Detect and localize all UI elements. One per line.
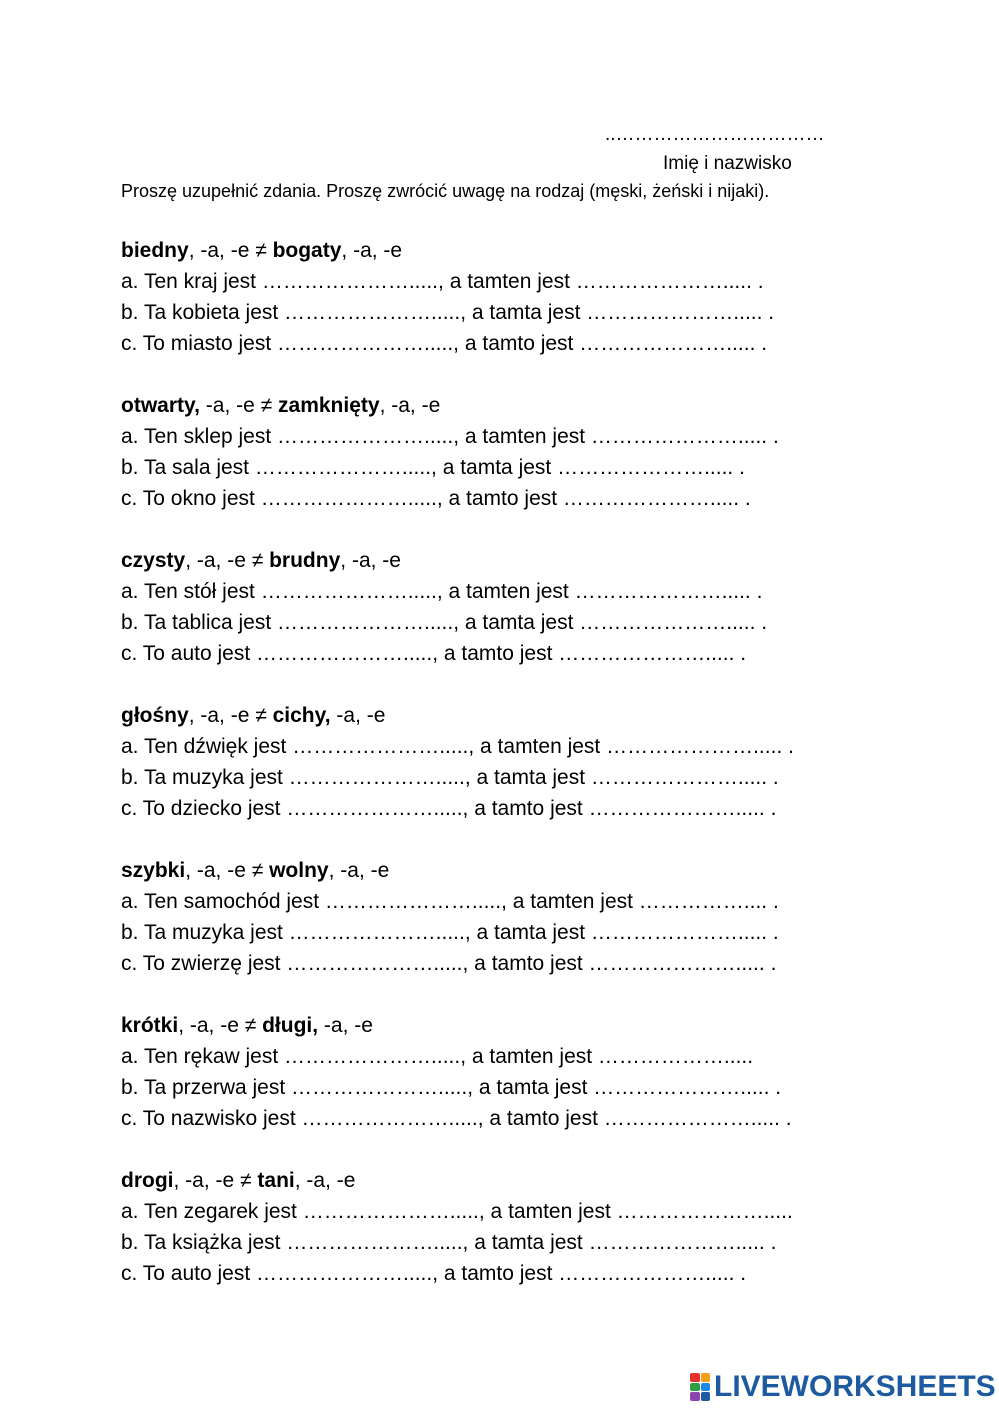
sentence-line: b. Ta muzyka jest …………………....., a tamta jest …………………..... . (121, 766, 779, 789)
sentence-line: b. Ta tablica jest …………………....., a tamta jest …………………..... . (121, 611, 768, 634)
adjective-pair-heading (121, 1010, 901, 1041)
sentence-line: c. To miasto jest …………………....., a tamto jest …………………..... . (121, 332, 768, 355)
liveworksheets-logo[interactable] (690, 1370, 996, 1404)
sentence-line: a. Ten stół jest …………………....., a tamten jest …………………..... . (121, 580, 763, 603)
exercise-section (121, 545, 901, 700)
adjective-pair-heading (121, 855, 901, 886)
adjective-pair-heading (121, 390, 901, 421)
sentence-line: b. Ta książka jest …………………....., a tamta jest …………………..... . (121, 1231, 777, 1254)
adjective-1-suffix: , -a, -e ≠ (178, 1014, 263, 1037)
exercise-section (121, 855, 901, 1010)
adjective-pair-heading (121, 700, 901, 731)
adjective-2-suffix: -a, -e (318, 1014, 373, 1037)
adjective-1-suffix: -a, -e ≠ (199, 394, 279, 417)
adjective-2: bogaty (272, 239, 342, 262)
adjective-2-suffix: , -a, -e (328, 859, 390, 882)
adjective-1-suffix: , -a, -e ≠ (185, 549, 270, 572)
adjective-1: głośny (121, 704, 189, 727)
adjective-2: tani (257, 1169, 295, 1192)
adjective-1: biedny (121, 239, 189, 262)
name-dots-line: ..…………………………… (605, 124, 825, 145)
adjective-2: wolny (269, 859, 329, 882)
adjective-1: szybki (121, 859, 186, 882)
adjective-2-suffix: , -a, -e (341, 239, 403, 262)
adjective-2-suffix: , -a, -e (379, 394, 441, 417)
sentence-line: a. Ten rękaw jest …………………....., a tamten jest ………………..... (121, 1045, 754, 1068)
liveworksheets-logo-icon (690, 1373, 710, 1401)
exercise-section (121, 235, 901, 390)
adjective-2-suffix: , -a, -e (340, 549, 401, 572)
adjective-1-suffix: , -a, -e ≠ (185, 859, 270, 882)
adjective-2: brudny (269, 549, 341, 572)
sentence-line: c. To auto jest …………………....., a tamto jest …………………..... . (121, 1262, 747, 1285)
exercise-section (121, 390, 901, 545)
sentence-line: c. To okno jest …………………....., a tamto jest …………………..... . (121, 487, 751, 510)
sentence-line: b. Ta kobieta jest …………………....., a tamta jest …………………..... . (121, 301, 775, 324)
adjective-1: krótki (121, 1014, 179, 1037)
sentence-line: b. Ta przerwa jest …………………....., a tamta jest …………………..... . (121, 1076, 782, 1099)
adjective-2: długi, (262, 1014, 319, 1037)
sentence-line: c. To zwierzę jest …………………....., a tamto jest …………………..... . (121, 952, 777, 975)
adjective-2-suffix: , -a, -e (294, 1169, 356, 1192)
instruction-text: Proszę uzupełnić zdania. Proszę zwrócić uwagę na rodzaj (męski, żeński i nijaki). (121, 181, 770, 201)
sentence-line: a. Ten samochód jest …………………....., a tamten jest …………….... . (121, 890, 779, 913)
liveworksheets-logo-text: LIVEWORKSHEETS (714, 1370, 996, 1403)
adjective-1: czysty (121, 549, 186, 572)
exercise-section (121, 1165, 901, 1320)
exercise-section (121, 1010, 901, 1165)
adjective-2-suffix: -a, -e (330, 704, 386, 727)
adjective-1-suffix: , -a, -e ≠ (188, 704, 273, 727)
adjective-1-suffix: , -a, -e ≠ (188, 239, 273, 262)
name-label: Imię i nazwisko (663, 153, 792, 174)
sentence-line: a. Ten zegarek jest …………………....., a tamten jest …………………..... (121, 1200, 793, 1223)
adjective-1: otwarty, (121, 394, 200, 417)
sentence-line: b. Ta muzyka jest …………………....., a tamta jest …………………..... . (121, 921, 779, 944)
sentence-line: b. Ta sala jest …………………....., a tamta jest …………………..... . (121, 456, 745, 479)
adjective-1-suffix: , -a, -e ≠ (173, 1169, 258, 1192)
adjective-pair-heading (121, 235, 901, 266)
sentence-line: c. To dziecko jest …………………....., a tamto jest …………………..... . (121, 797, 777, 820)
adjective-1: drogi (121, 1169, 174, 1192)
sentence-line: a. Ten sklep jest …………………....., a tamten jest …………………..... . (121, 425, 779, 448)
adjective-pair-heading (121, 545, 901, 576)
sentence-line: c. To auto jest …………………....., a tamto jest …………………..... . (121, 642, 747, 665)
sentence-line: a. Ten dźwięk jest …………………....., a tamten jest …………………..... . (121, 735, 794, 758)
adjective-2: zamknięty (278, 394, 380, 417)
adjective-pair-heading (121, 1165, 901, 1196)
exercise-sections (121, 235, 901, 1320)
sentence-line: c. To nazwisko jest …………………....., a tamto jest …………………..... . (121, 1107, 792, 1130)
exercise-section (121, 700, 901, 855)
adjective-2: cichy, (272, 704, 331, 727)
sentence-line: a. Ten kraj jest …………………....., a tamten jest …………………..... . (121, 270, 764, 293)
